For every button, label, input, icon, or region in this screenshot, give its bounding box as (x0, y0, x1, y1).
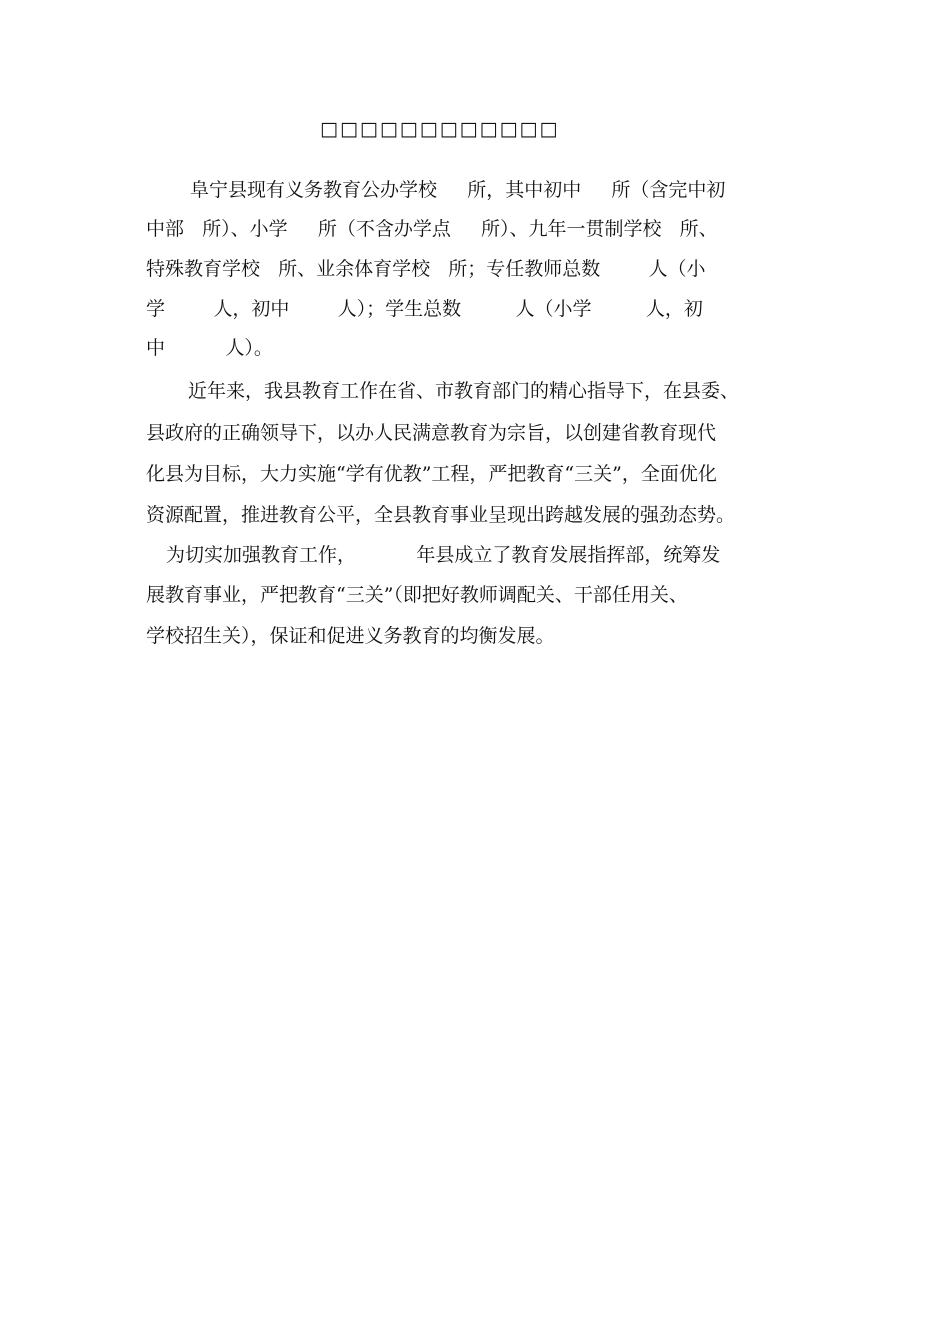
document-title: □□□□□□□□□□□□ (320, 118, 560, 140)
paragraph-3-line-1: 为切实加强教育工作， 年县成立了教育发展指挥部，统筹发 (166, 544, 721, 566)
paragraph-3-line-3: 学校招生关），保证和促进义务教育的均衡发展。 (146, 625, 555, 647)
paragraph-2-line-3: 化县为目标，大力实施“学有优教”工程，严把教育“三关”，全面优化 (146, 463, 717, 485)
paragraph-1-line-4: 学 人，初中 人）；学生总数 人（小学 人，初 (146, 298, 703, 320)
paragraph-2-line-4: 资源配置，推进教育公平，全县教育事业呈现出跨越发展的强劲态势。 (146, 504, 736, 526)
paragraph-1-line-3: 特殊教育学校 所、业余体育学校 所；专任教师总数 人（小 (146, 258, 706, 280)
paragraph-1-line-2: 中部 所）、小学 所（不含办学点 所）、九年一贯制学校 所、 (146, 218, 718, 240)
paragraph-1-line-5: 中 人）。 (146, 337, 273, 359)
paragraph-3-line-2: 展教育事业，严把教育“三关”（即把好教师调配关、干部任用关、 (146, 584, 688, 606)
paragraph-2-line-2: 县政府的正确领导下，以办人民满意教育为宗旨，以创建省教育现代 (146, 422, 717, 444)
paragraph-1-line-1: 阜宁县现有义务教育公办学校 所，其中初中 所（含完中初 (190, 179, 726, 201)
paragraph-2-line-1: 近年来，我县教育工作在省、市教育部门的精心指导下，在县委、 (188, 380, 740, 402)
